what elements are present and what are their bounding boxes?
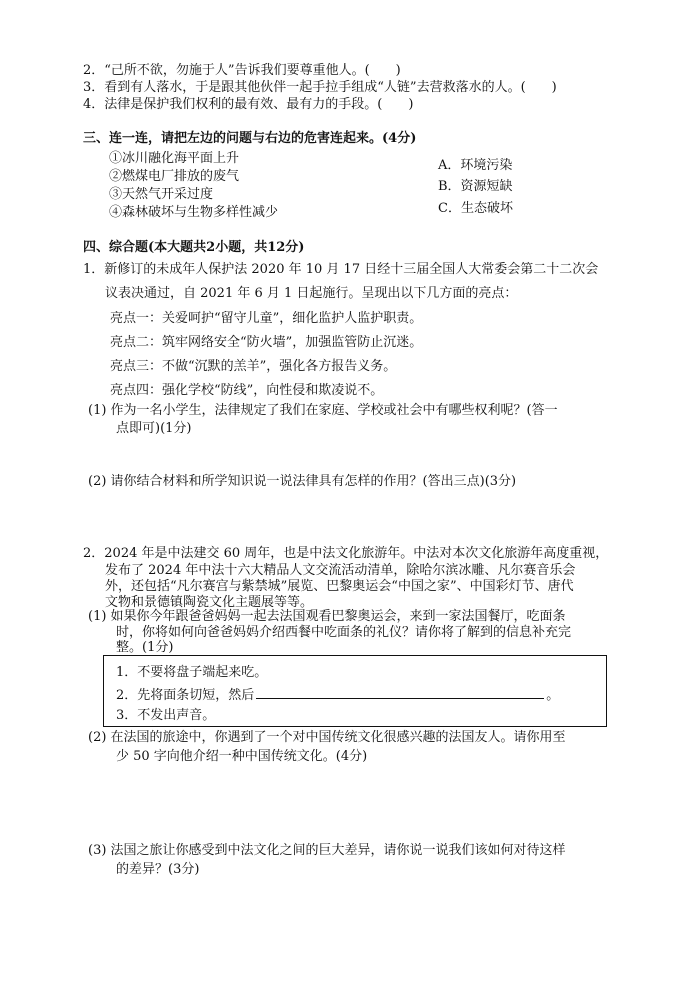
q2-sub2-line2: 少 50 字向他介绍一种中国传统文化。(4分) (116, 749, 368, 764)
box-item-2 (116, 686, 559, 705)
answer-box (103, 655, 607, 727)
q2-stem-line2: 发布了 2024 年中法十六大精品人文交流活动清单，除哈尔滨冰雕、凡尔赛音乐会 (105, 563, 576, 578)
tf-item-3: 3．看到有人落水，于是跟其他伙伴一起手拉手组成“人链”去营救落水的人。( ) (83, 80, 557, 95)
box-item-3: 3．不发出声音。 (116, 708, 216, 723)
q2-sub1-line1: (1) 如果你今年跟爸爸妈妈一起去法国观看巴黎奥运会，来到一家法国餐厅，吃面条 (88, 609, 566, 624)
match-right-c: C．生态破坏 (438, 201, 513, 216)
q2-stem-line4: 文物和景德镇陶瓷文化主题展等等。 (105, 595, 314, 610)
q1-highlight-1: 亮点一：关爱呵护“留守儿童”，细化监护人监护职责。 (110, 311, 423, 326)
q2-sub1-line3: 整。(1分) (116, 640, 174, 655)
match-right-a: A．环境污染 (438, 158, 513, 173)
q2-stem-line1: 2．2024 年是中法建交 60 周年，也是中法文化旅游年。中法对本次文化旅游年高度重视， (83, 546, 609, 561)
box-item-2-prefix: 2．先将面条切短，然后 (116, 688, 255, 703)
q2-sub3-line1: (3) 法国之旅让你感受到中法文化之间的巨大差异，请你说一说我们该如何对待这样 (88, 843, 566, 858)
section3-title: 三、连一连，请把左边的问题与右边的危害连起来。(4分) (83, 131, 417, 146)
q1-sub1-line2: 点即可)(1分) (116, 421, 192, 436)
match-left-2: ②燃煤电厂排放的废气 (109, 169, 240, 184)
section4-title: 四、综合题(本大题共2小题，共12分) (83, 240, 305, 255)
match-left-1: ①冰川融化海平面上升 (109, 151, 240, 166)
match-left-4: ④森林破坏与生物多样性减少 (109, 205, 279, 220)
q2-stem-line3: 外，还包括“凡尔赛宫与紫禁城”展览、巴黎奥运会“中国之家”、中国彩灯节、唐代 (105, 579, 574, 594)
q1-sub1-line1: (1) 作为一名小学生，法律规定了我们在家庭、学校或社会中有哪些权利呢？(答一 (88, 403, 558, 418)
box-item-2-suffix: 。 (546, 688, 560, 703)
q1-sub2: (2) 请你结合材料和所学知识说一说法律具有怎样的作用？(答出三点)(3分) (88, 474, 517, 489)
fill-in-blank[interactable] (256, 686, 544, 699)
tf-item-4: 4．法律是保护我们权利的最有效、最有力的手段。( ) (83, 97, 414, 112)
tf-item-2: 2．“己所不欲，勿施于人”告诉我们要尊重他人。( ) (83, 63, 401, 78)
q1-highlight-4: 亮点四：强化学校“防线”，向性侵和欺凌说不。 (110, 383, 384, 398)
q2-sub2-line1: (2) 在法国的旅途中，你遇到了一个对中国传统文化很感兴趣的法国友人。请你用至 (88, 730, 566, 745)
box-item-1: 1．不要将盘子端起来吃。 (116, 665, 268, 680)
q1-highlight-2: 亮点二：筑牢网络安全“防火墙”，加强监管防止沉迷。 (110, 335, 423, 350)
q1-highlight-3: 亮点三：不做“沉默的羔羊”，强化各方报告义务。 (110, 359, 397, 374)
match-left-3: ③天然气开采过度 (109, 187, 214, 202)
q1-stem-line1: 1．新修订的未成年人保护法 2020 年 10 月 17 日经十三届全国人大常委会第二十二次会 (83, 262, 599, 277)
q1-stem-line2: 议表决通过，自 2021 年 6 月 1 日起施行。呈现出以下几方面的亮点： (105, 286, 518, 301)
q2-sub3-line2: 的差异？(3分) (116, 862, 200, 877)
q2-sub1-line2: 时，你将如何向爸爸妈妈介绍西餐中吃面条的礼仪？请你将了解到的信息补充完 (116, 625, 572, 640)
match-right-b: B．资源短缺 (438, 179, 513, 194)
